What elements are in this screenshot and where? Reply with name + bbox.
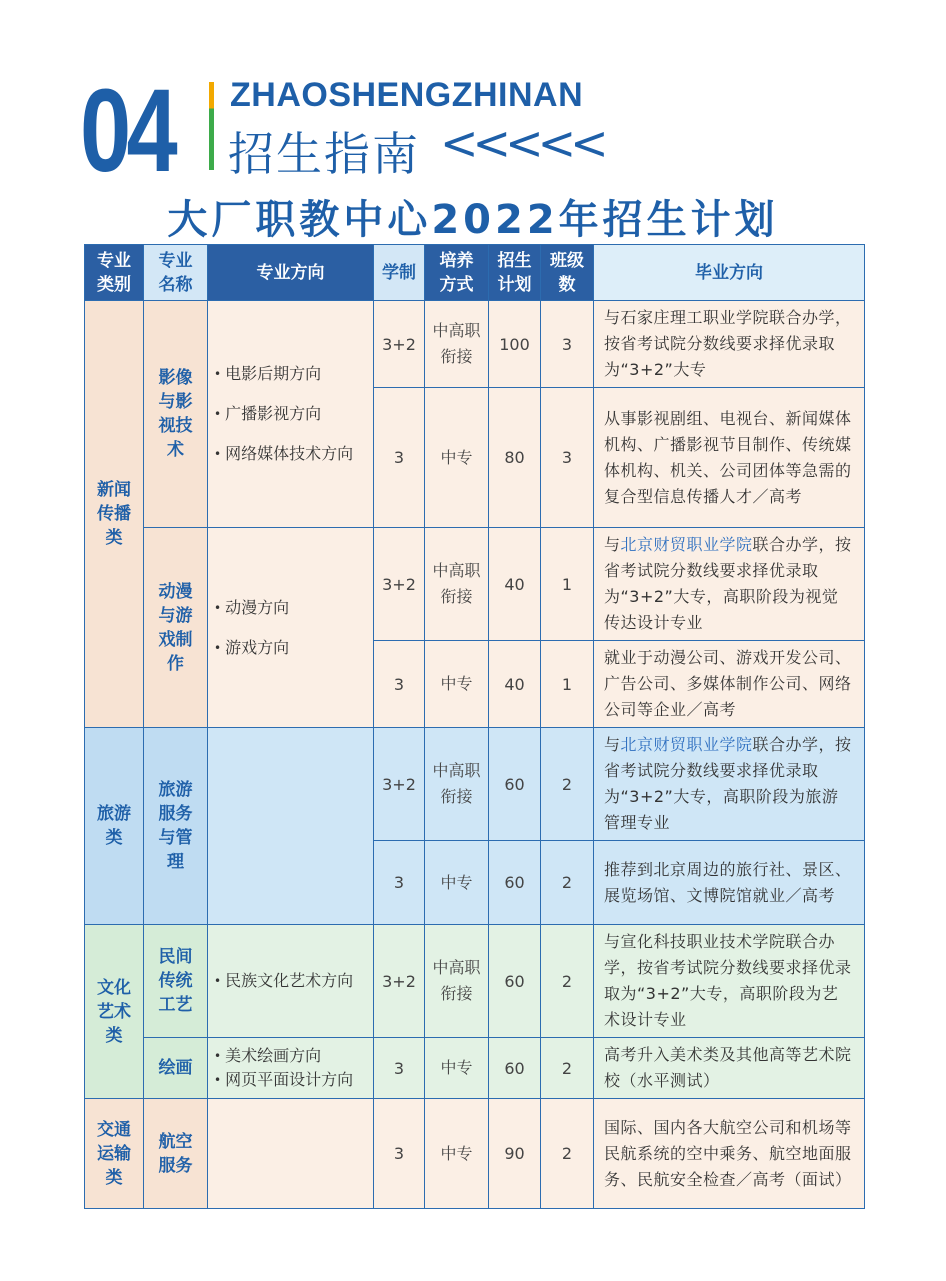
classes-cell: 2: [541, 925, 594, 1038]
mode-cell: 中高职衔接: [425, 925, 489, 1038]
mode-cell: 中高职衔接: [425, 728, 489, 841]
career-cell: 与石家庄理工职业学院联合办学，按省考试院分数线要求择优录取为“3+2”大专: [594, 301, 865, 388]
section-en-title: ZHAOSHENGZHINAN: [230, 76, 584, 114]
direction-item: • 电影后期方向: [214, 354, 373, 394]
plan-cell: 40: [489, 641, 541, 728]
section-number: 04: [80, 65, 174, 197]
direction-item: • 美术绘画方向: [214, 1044, 373, 1068]
mode-cell: 中高职衔接: [425, 528, 489, 641]
col-header: 班级数: [541, 245, 594, 301]
duration-cell: 3: [374, 841, 425, 925]
direction-item: • 网页平面设计方向: [214, 1068, 373, 1092]
career-cell: 推荐到北京周边的旅行社、景区、展览场馆、文博院馆就业／高考: [594, 841, 865, 925]
plan-cell: 40: [489, 528, 541, 641]
direction-item: • 动漫方向: [214, 588, 373, 628]
mode-cell: 中专: [425, 388, 489, 528]
direction-cell: [208, 528, 374, 728]
table-header-row: [85, 245, 865, 301]
duration-cell: 3+2: [374, 728, 425, 841]
major-cell: 旅游服务与管理: [144, 728, 208, 925]
college-link: 北京财贸职业学院: [620, 735, 753, 754]
duration-cell: 3: [374, 1099, 425, 1209]
table-row: [85, 728, 865, 841]
plan-cell: 60: [489, 925, 541, 1038]
major-cell: 影像与影视技术: [144, 301, 208, 528]
direction-cell: [208, 1099, 374, 1209]
category-cell: 新闻传播类: [85, 301, 144, 728]
mode-cell: 中专: [425, 641, 489, 728]
duration-cell: 3: [374, 641, 425, 728]
direction-cell: [208, 728, 374, 925]
table-row: [85, 528, 865, 641]
career-cell: 高考升入美术类及其他高等艺术院校（水平测试）: [594, 1038, 865, 1099]
classes-cell: 3: [541, 388, 594, 528]
career-cell: 与北京财贸职业学院联合办学，按省考试院分数线要求择优录取为“3+2”大专，高职阶段为视觉传达设计专业: [594, 528, 865, 641]
plan-cell: 60: [489, 1038, 541, 1099]
mode-cell: 中高职衔接: [425, 301, 489, 388]
divider-bar: [209, 82, 214, 170]
table-row: [85, 1099, 865, 1209]
mode-cell: 中专: [425, 1099, 489, 1209]
mode-cell: 中专: [425, 841, 489, 925]
career-cell: 国际、国内各大航空公司和机场等民航系统的空中乘务、航空地面服务、民航安全检查／高考（面试）: [594, 1099, 865, 1209]
plan-cell: 60: [489, 841, 541, 925]
plan-cell: 90: [489, 1099, 541, 1209]
col-header: 培养方式: [425, 245, 489, 301]
duration-cell: 3: [374, 1038, 425, 1099]
direction-item: • 广播影视方向: [214, 394, 373, 434]
major-cell: 动漫与游戏制作: [144, 528, 208, 728]
classes-cell: 2: [541, 728, 594, 841]
table-row: [85, 301, 865, 388]
col-header: 招生计划: [489, 245, 541, 301]
plan-cell: 100: [489, 301, 541, 388]
col-header: 专业方向: [208, 245, 374, 301]
direction-item: • 游戏方向: [214, 628, 373, 668]
major-cell: 航空服务: [144, 1099, 208, 1209]
career-cell: 从事影视剧组、电视台、新闻媒体机构、广播影视节目制作、传统媒体机构、机关、公司团体等急需的复合型信息传播人才／高考: [594, 388, 865, 528]
col-header: 专业类别: [85, 245, 144, 301]
direction-item: • 民族文化艺术方向: [214, 961, 373, 1001]
category-cell: 旅游类: [85, 728, 144, 925]
major-cell: 民间传统工艺: [144, 925, 208, 1038]
college-link: 北京财贸职业学院: [620, 535, 753, 554]
category-cell: 文化艺术类: [85, 925, 144, 1099]
direction-item: • 网络媒体技术方向: [214, 434, 373, 474]
plan-cell: 80: [489, 388, 541, 528]
section-cn-title: 招生指南: [228, 127, 420, 181]
career-cell: 与北京财贸职业学院联合办学，按省考试院分数线要求择优录取为“3+2”大专，高职阶段为旅游管理专业: [594, 728, 865, 841]
classes-cell: 2: [541, 841, 594, 925]
classes-cell: 2: [541, 1099, 594, 1209]
career-cell: 就业于动漫公司、游戏开发公司、广告公司、多媒体制作公司、网络公司等企业／高考: [594, 641, 865, 728]
career-cell: 与宣化科技职业技术学院联合办学，按省考试院分数线要求择优录取为“3+2”大专，高职阶段为艺术设计专业: [594, 925, 865, 1038]
direction-cell: [208, 925, 374, 1038]
table-row: [85, 925, 865, 1038]
table-row: [85, 1038, 865, 1099]
enrollment-table: [84, 244, 865, 1209]
duration-cell: 3+2: [374, 925, 425, 1038]
classes-cell: 1: [541, 528, 594, 641]
col-header: 毕业方向: [594, 245, 865, 301]
duration-cell: 3+2: [374, 528, 425, 641]
classes-cell: 1: [541, 641, 594, 728]
classes-cell: 2: [541, 1038, 594, 1099]
page-title: 大厂职教中心2022年招生计划: [167, 197, 779, 243]
mode-cell: 中专: [425, 1038, 489, 1099]
plan-cell: 60: [489, 728, 541, 841]
direction-cell: [208, 1038, 374, 1099]
chevrons-icon: <<<<<: [440, 116, 603, 170]
col-header: 专业名称: [144, 245, 208, 301]
category-cell: 交通运输类: [85, 1099, 144, 1209]
duration-cell: 3+2: [374, 301, 425, 388]
classes-cell: 3: [541, 301, 594, 388]
direction-cell: [208, 301, 374, 528]
col-header: 学制: [374, 245, 425, 301]
major-cell: 绘画: [144, 1038, 208, 1099]
duration-cell: 3: [374, 388, 425, 528]
